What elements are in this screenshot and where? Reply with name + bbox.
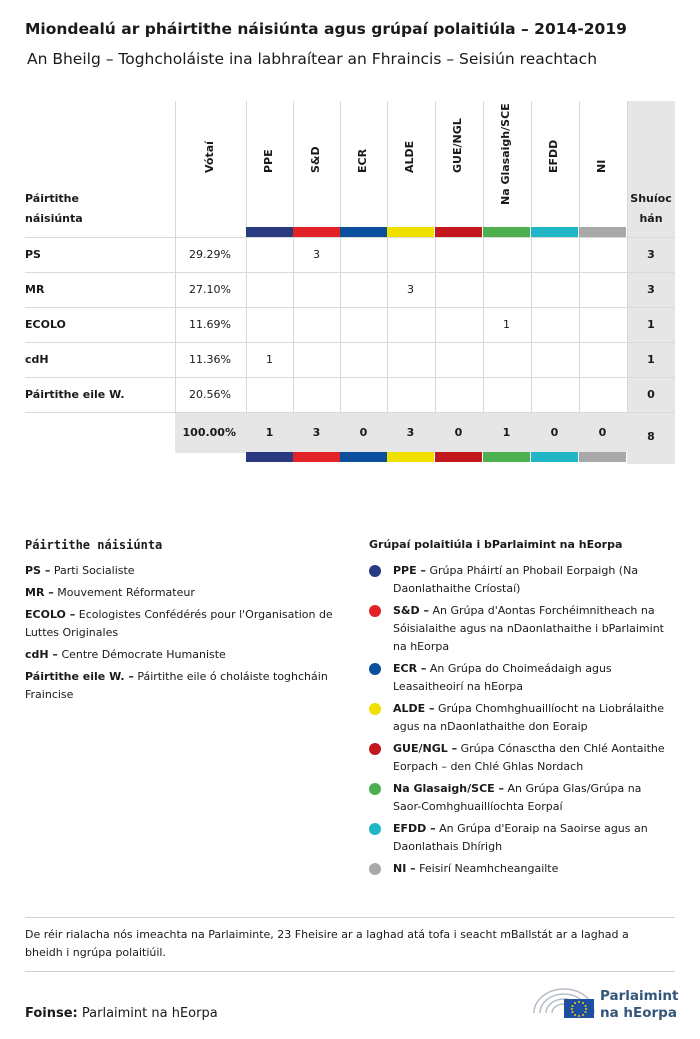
- page-title: Miondealú ar pháirtithe náisiúnta agus grúpaí polaitiúla – 2014-2019: [25, 20, 627, 38]
- divider: [25, 917, 675, 918]
- party-name: Páirtithe eile W.: [25, 388, 125, 401]
- group-color-bar: [387, 452, 434, 462]
- group-color-dot: [369, 663, 381, 675]
- group-color-bar: [293, 227, 340, 237]
- group-color-bar: [246, 227, 293, 237]
- seats-column-header: Shuíochán: [630, 192, 672, 225]
- row-divider: [25, 272, 675, 273]
- group-header-efdd: EFDD: [547, 139, 560, 173]
- row-divider: [25, 412, 675, 413]
- party-abbr: ECOLO –: [25, 608, 76, 621]
- group-abbr: ECR –: [393, 662, 427, 675]
- page-subtitle: An Bheilg – Toghcholáiste ina labhraítear an Fhraincis – Seisiún reachtach: [27, 50, 598, 68]
- source: [25, 1006, 218, 1021]
- divider: [25, 971, 675, 972]
- footnote: De réir rialacha nós imeachta na Parlaiminte, 23 Fheisire ar a laghad atá tofa i seacht mBallstát ar a laghad a bheidh i ngrúpa polaitiúil.: [25, 928, 629, 959]
- party-legend-item: [25, 606, 345, 642]
- party-name: ECOLO: [25, 318, 66, 331]
- group-color-bar: [579, 452, 626, 462]
- party-full-name: Ecologistes Confédérés pour l'Organisation de Luttes Originales: [25, 608, 333, 639]
- votes-value: 29.29%: [189, 248, 231, 261]
- column-divider: [387, 101, 388, 412]
- group-legend-item: [393, 602, 668, 656]
- total-seat-count: 0: [359, 426, 368, 439]
- row-divider: [25, 377, 675, 378]
- source-text: Parlaimint na hEorpa: [81, 1006, 218, 1021]
- group-legend-item: [393, 740, 668, 776]
- votes-value: 27.10%: [189, 283, 231, 296]
- party-legend-item: [25, 646, 345, 664]
- parties-legend-heading: Páirtithe náisiúnta: [25, 538, 163, 552]
- party-legend-item: [25, 562, 345, 580]
- party-full-name: Parti Socialiste: [53, 564, 135, 577]
- group-full-name: Grúpa Pháirtí an Phobail Eorpaigh (Na Daonlathaithe Críostaí): [393, 564, 639, 595]
- group-header-naglasaighsce: Na Glasaigh/SCE: [499, 103, 512, 205]
- group-color-dot: [369, 743, 381, 755]
- column-divider: [579, 101, 580, 412]
- group-color-bar: [531, 227, 578, 237]
- votes-value: 11.36%: [189, 353, 231, 366]
- votes-column-header: Vótaí: [203, 141, 216, 173]
- party-abbr: MR –: [25, 586, 54, 599]
- group-header-ni: NI: [595, 159, 608, 173]
- group-abbr: PPE –: [393, 564, 426, 577]
- seat-count: 1: [266, 353, 273, 366]
- group-color-dot: [369, 565, 381, 577]
- party-name: cdH: [25, 353, 49, 366]
- group-abbr: EFDD –: [393, 822, 436, 835]
- votes-value: 11.69%: [189, 318, 231, 331]
- group-legend-item: [393, 820, 668, 856]
- group-color-bar: [340, 452, 387, 462]
- group-full-name: An Grúpa do Choimeádaigh agus Leasaitheoirí na hEorpa: [393, 662, 612, 693]
- group-full-name: An Grúpa d'Aontas Forchéimnitheach na Sóisialaithe agus na nDaonlathaithe i bParlaimint na hEorpa: [393, 604, 664, 653]
- seats-total: 0: [647, 388, 655, 401]
- total-seat-count: 0: [598, 426, 607, 439]
- group-full-name: An Grúpa Glas/Grúpa na Saor-Comhghuaillíochta Eorpaí: [393, 782, 642, 813]
- group-abbr: NI –: [393, 862, 416, 875]
- total-votes: 100.00%: [182, 426, 236, 439]
- source-label: Foinse:: [25, 1006, 78, 1021]
- total-seats: 8: [647, 430, 655, 443]
- group-header-alde: ALDE: [403, 140, 416, 173]
- ep-logo: [530, 983, 600, 1019]
- group-full-name: Grúpa Cónasctha den Chlé Aontaithe Eorpach – den Chlé Ghlas Nordach: [393, 742, 665, 773]
- party-full-name: Páirtithe eile ó choláiste toghcháin Fraincise: [25, 670, 328, 701]
- seats-total: 3: [647, 248, 655, 261]
- group-color-bar: [579, 227, 626, 237]
- party-column-header: Páirtithe náisiúnta: [25, 192, 83, 225]
- group-color-bar: [531, 452, 578, 462]
- party-full-name: Mouvement Réformateur: [57, 586, 195, 599]
- group-abbr: Na Glasaigh/SCE –: [393, 782, 504, 795]
- column-divider: [483, 101, 484, 412]
- row-divider: [25, 342, 675, 343]
- group-color-dot: [369, 863, 381, 875]
- seats-total: 1: [647, 318, 655, 331]
- column-divider: [435, 101, 436, 412]
- group-color-bar: [483, 452, 530, 462]
- column-divider: [531, 101, 532, 412]
- group-legend-item: [393, 700, 668, 736]
- group-color-bar: [340, 227, 387, 237]
- group-header-sd: S&D: [309, 146, 322, 173]
- group-color-bar: [387, 227, 434, 237]
- group-abbr: S&D –: [393, 604, 429, 617]
- group-abbr: ALDE –: [393, 702, 435, 715]
- group-color-bar: [435, 227, 482, 237]
- ep-logo-text: [600, 988, 678, 1022]
- total-seat-count: 3: [406, 426, 415, 439]
- group-color-dot: [369, 823, 381, 835]
- total-seat-count: 0: [550, 426, 559, 439]
- group-color-bar: [435, 452, 482, 462]
- group-header-guengl: GUE/NGL: [451, 118, 464, 173]
- group-legend-item: [393, 860, 668, 878]
- group-color-bar: [483, 227, 530, 237]
- group-full-name: Feisirí Neamhcheangailte: [419, 862, 559, 875]
- group-legend-item: [393, 562, 668, 598]
- group-color-dot: [369, 703, 381, 715]
- group-abbr: GUE/NGL –: [393, 742, 458, 755]
- party-full-name: Centre Démocrate Humaniste: [61, 648, 226, 661]
- party-legend-item: [25, 584, 345, 602]
- party-abbr: Páirtithe eile W. –: [25, 670, 134, 683]
- group-legend-item: [393, 660, 668, 696]
- group-header-ecr: ECR: [356, 148, 369, 173]
- total-seat-count: 0: [454, 426, 463, 439]
- group-header-ppe: PPE: [262, 149, 275, 173]
- total-seat-count: 1: [265, 426, 274, 439]
- group-color-dot: [369, 605, 381, 617]
- total-seat-count: 3: [312, 426, 321, 439]
- party-name: MR: [25, 283, 45, 296]
- column-divider: [340, 101, 341, 412]
- seat-count: 3: [407, 283, 414, 296]
- party-abbr: PS –: [25, 564, 51, 577]
- party-abbr: cdH –: [25, 648, 58, 661]
- seat-count: 1: [503, 318, 510, 331]
- group-legend-item: [393, 780, 668, 816]
- logo-line-2: na hEorpa: [600, 1005, 677, 1021]
- group-color-dot: [369, 783, 381, 795]
- seat-count: 3: [313, 248, 320, 261]
- seats-total: 3: [647, 283, 655, 296]
- row-divider: [25, 307, 675, 308]
- logo-line-1: Parlaimint: [600, 988, 679, 1004]
- seats-total: 1: [647, 353, 655, 366]
- total-seat-count: 1: [502, 426, 511, 439]
- votes-value: 20.56%: [189, 388, 231, 401]
- groups-legend-heading: Grúpaí polaitiúla i bParlaimint na hEorpa: [369, 538, 623, 551]
- group-color-bar: [246, 452, 293, 462]
- header-divider: [25, 237, 675, 238]
- group-full-name: Grúpa Chomhghuaillíocht na Liobrálaithe agus na nDaonlathaithe don Eoraip: [393, 702, 665, 733]
- hemicycle-icon: [530, 983, 600, 1019]
- party-name: PS: [25, 248, 41, 261]
- group-color-bar: [293, 452, 340, 462]
- party-legend-item: [25, 668, 345, 704]
- group-full-name: An Grúpa d'Eoraip na Saoirse agus an Daonlathais Dhírigh: [393, 822, 648, 853]
